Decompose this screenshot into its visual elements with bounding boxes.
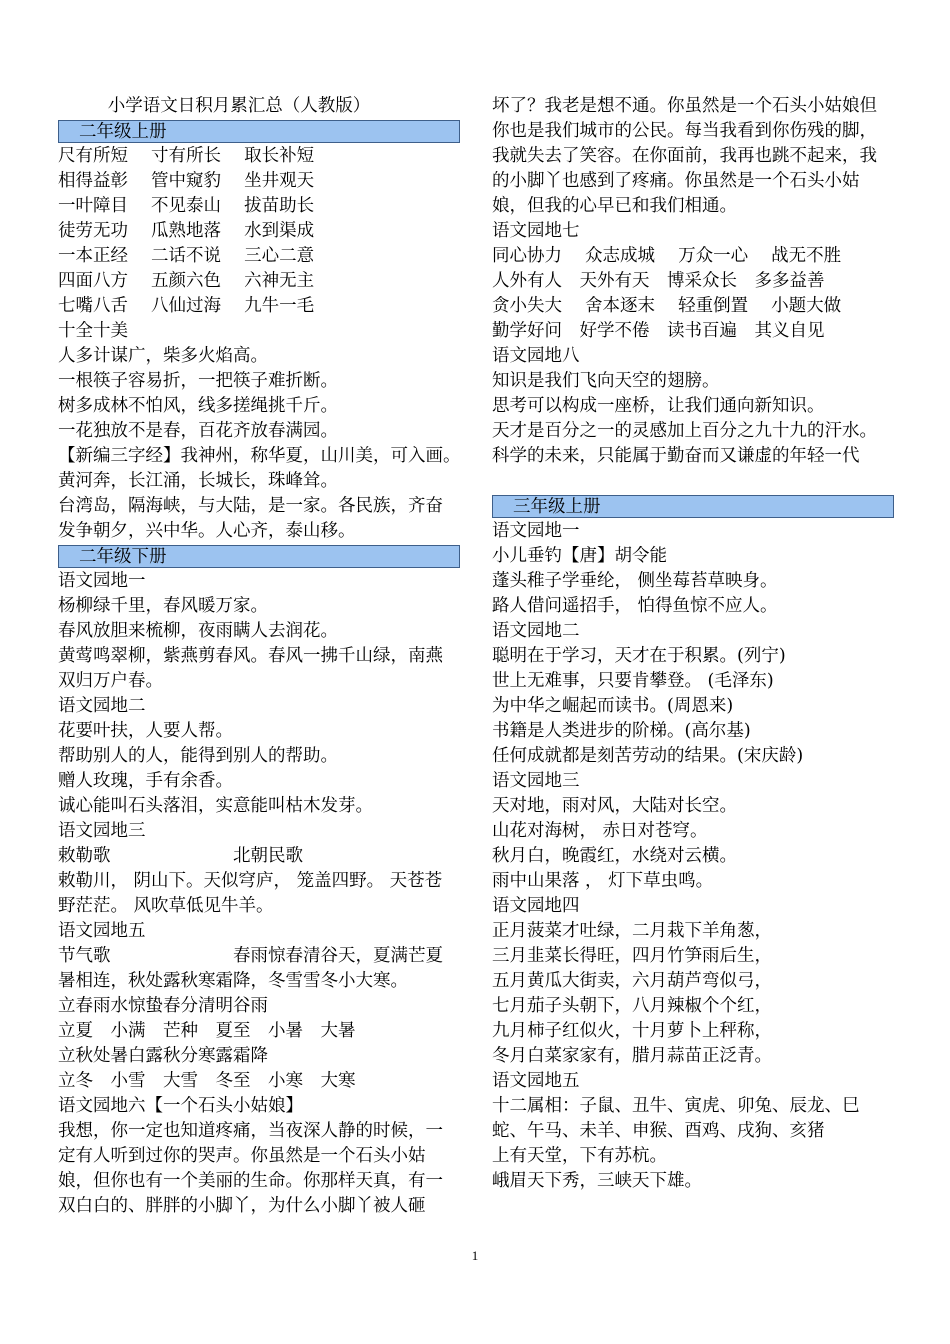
text-line: 徒劳无功 瓜熟地落 水到渠成 bbox=[58, 221, 315, 241]
text-line: 五月黄瓜大街卖，六月葫芦弯似弓， bbox=[492, 971, 772, 991]
text-line: 立秋处暑白露秋分寒露霜降 bbox=[58, 1046, 268, 1066]
text-line: 人多计谋广，柴多火焰高。 bbox=[58, 346, 268, 366]
text-line: 思考可以构成一座桥，让我们通向新知识。 bbox=[492, 396, 825, 416]
text-line: 聪明在于学习，天才在于积累。(列宁) bbox=[492, 646, 786, 666]
text-line: 科学的未来，只能属于勤奋而又谦虚的年轻一代 bbox=[492, 446, 860, 466]
text-line: 语文园地四 bbox=[492, 896, 580, 916]
text-line: 立冬 小雪 大雪 冬至 小寒 大寒 bbox=[58, 1071, 356, 1091]
text-line: 语文园地一 bbox=[492, 521, 580, 541]
text-line: 语文园地五 bbox=[492, 1071, 580, 1091]
text-line: 黄河奔，长江涌，长城长，珠峰耸。 bbox=[58, 471, 338, 491]
text-line: 【新编三字经】我神州，称华夏，山川美，可入画。 bbox=[58, 446, 460, 466]
page-number: 1 bbox=[471, 1248, 479, 1263]
text-line: 语文园地一 bbox=[58, 571, 146, 591]
text-line: 节气歌 春雨惊春清谷天，夏满芒夏暑相连，秋处露秋寒霜降，冬雪雪冬小大寒。 bbox=[58, 946, 443, 991]
text-line: 冬月白菜家家有，腊月蒜苗正泛青。 bbox=[492, 1046, 772, 1066]
text-line: 一花独放不是春，百花齐放春满园。 bbox=[58, 421, 338, 441]
text-line: 杨柳绿千里，春风暖万家。 bbox=[58, 596, 268, 616]
text-line: 天才是百分之一的灵感加上百分之九十九的汗水。 bbox=[492, 421, 877, 441]
text-line: 路人借问遥招手， 怕得鱼惊不应人。 bbox=[492, 596, 778, 616]
text-line: 一叶障目 不见泰山 拔苗助长 bbox=[58, 196, 315, 216]
text-line: 雨中山果落 ， 灯下草虫鸣。 bbox=[492, 871, 714, 891]
text-line: 台湾岛，隔海峡，与大陆，是一家。各民族，齐奋发争朝夕，兴中华。人心齐，泰山移。 bbox=[58, 496, 443, 541]
section-header: 二年级下册 bbox=[58, 545, 460, 568]
text-line: 同心协力 众志成城 万众一心 战无不胜 bbox=[492, 246, 842, 266]
text-line: 峨眉天下秀，三峡天下雄。 bbox=[492, 1171, 702, 1191]
text-line: 一本正经 二话不说 三心二意 bbox=[58, 246, 315, 266]
text-line: 贪小失大 舍本逐末 轻重倒置 小题大做 bbox=[492, 296, 842, 316]
text-line: 树多成林不怕风，线多搓绳挑千斤。 bbox=[58, 396, 338, 416]
text-line: 三月韭菜长得旺，四月竹笋雨后生， bbox=[492, 946, 772, 966]
text-line: 语文园地六【一个石头小姑娘】 bbox=[58, 1096, 303, 1116]
text-line: 九月柿子红似火，十月萝卜上秤称， bbox=[492, 1021, 772, 1041]
text-line: 帮助别人的人，能得到别人的帮助。 bbox=[58, 746, 338, 766]
text-line: 四面八方 五颜六色 六神无主 bbox=[58, 271, 315, 291]
text-line: 春风放胆来梳柳，夜雨瞒人去润花。 bbox=[58, 621, 338, 641]
text-line: 语文园地五 bbox=[58, 921, 146, 941]
text-line: 七嘴八舌 八仙过海 九牛一毛 bbox=[58, 296, 315, 316]
text-line: 坏了？我老是想不通。你虽然是一个石头小姑娘但你也是我们城市的公民。每当我看到你伤残的脚，我就失去了笑容。在你面前，我再也跳不起来，我的小脚丫也感到了疼痛。你虽然是一个石头小姑娘，但我的心早已和我们相通。 bbox=[492, 96, 877, 216]
text-line: 为中华之崛起而读书。(周恩来) bbox=[492, 696, 734, 716]
text-line: 立春雨水惊蛰春分清明谷雨 bbox=[58, 996, 268, 1016]
text-line: 语文园地二 bbox=[58, 696, 146, 716]
text-line: 书籍是人类进步的阶梯。(高尔基) bbox=[492, 721, 751, 741]
text-line: 语文园地七 bbox=[492, 221, 580, 241]
text-line: 敕勒歌 北朝民歌 bbox=[58, 846, 303, 866]
text-line: 一根筷子容易折，一把筷子难折断。 bbox=[58, 371, 338, 391]
text-line: 小儿垂钓【唐】胡令能 bbox=[492, 546, 667, 566]
text-line: 相得益彰 管中窥豹 坐井观天 bbox=[58, 171, 315, 191]
text-line: 十二属相：子鼠、丑牛、寅虎、卯兔、辰龙、巳蛇、午马、未羊、申猴、酉鸡、戌狗、亥猪 bbox=[492, 1096, 860, 1141]
text-line: 十全十美 bbox=[58, 321, 128, 341]
text-line: 勤学好问 好学不倦 读书百遍 其义自见 bbox=[492, 321, 825, 341]
text-line: 语文园地三 bbox=[58, 821, 146, 841]
text-line: 赠人玫瑰，手有余香。 bbox=[58, 771, 233, 791]
text-line: 秋月白，晚霞红，水绕对云横。 bbox=[492, 846, 737, 866]
text-line: 我想，你一定也知道疼痛，当夜深人静的时候，一定有人听到过你的哭声。你虽然是一个石头小姑娘，但你也有一个美丽的生命。你那样天真，有一双白白的、胖胖的小脚丫，为什么小脚丫被人砸 bbox=[58, 1121, 443, 1216]
text-line: 尺有所短 寸有所长 取长补短 bbox=[58, 146, 315, 166]
text-line: 敕勒川， 阴山下。天似穹庐， 笼盖四野。 天苍苍 野茫茫。 风吹草低见牛羊。 bbox=[58, 871, 460, 916]
text-line: 花要叶扶，人要人帮。 bbox=[58, 721, 233, 741]
spacer bbox=[492, 469, 894, 494]
text-line: 语文园地八 bbox=[492, 346, 580, 366]
text-line: 山花对海树， 赤日对苍穹。 bbox=[492, 821, 708, 841]
text-line: 世上无难事，只要肯攀登。 (毛泽东) bbox=[492, 671, 774, 691]
text-line: 正月菠菜才吐绿，二月栽下羊角葱， bbox=[492, 921, 772, 941]
left-column bbox=[58, 94, 460, 1219]
text-line: 任何成就都是刻苦劳动的结果。(宋庆龄) bbox=[492, 746, 804, 766]
text-line: 人外有人 天外有天 博采众长 多多益善 bbox=[492, 271, 825, 291]
text-line: 知识是我们飞向天空的翅膀。 bbox=[492, 371, 720, 391]
text-line: 立夏 小满 芒种 夏至 小暑 大暑 bbox=[58, 1021, 356, 1041]
text-line: 语文园地二 bbox=[492, 621, 580, 641]
text-line: 黄莺鸣翠柳，紫燕剪春风。春风一拂千山绿，南燕双归万户春。 bbox=[58, 646, 443, 691]
text-line: 上有天堂，下有苏杭。 bbox=[492, 1146, 667, 1166]
right-column bbox=[492, 94, 894, 1194]
text-line: 天对地，雨对风，大陆对长空。 bbox=[492, 796, 737, 816]
section-header: 三年级上册 bbox=[492, 495, 894, 518]
text-line: 蓬头稚子学垂纶， 侧坐莓苔草映身。 bbox=[492, 571, 778, 591]
text-line: 七月茄子头朝下，八月辣椒个个红， bbox=[492, 996, 772, 1016]
text-line: 诚心能叫石头落泪，实意能叫枯木发芽。 bbox=[58, 796, 373, 816]
text-line: 语文园地三 bbox=[492, 771, 580, 791]
section-header: 二年级上册 bbox=[58, 120, 460, 143]
document-title: 小学语文日积月累汇总（人教版） bbox=[107, 96, 371, 116]
